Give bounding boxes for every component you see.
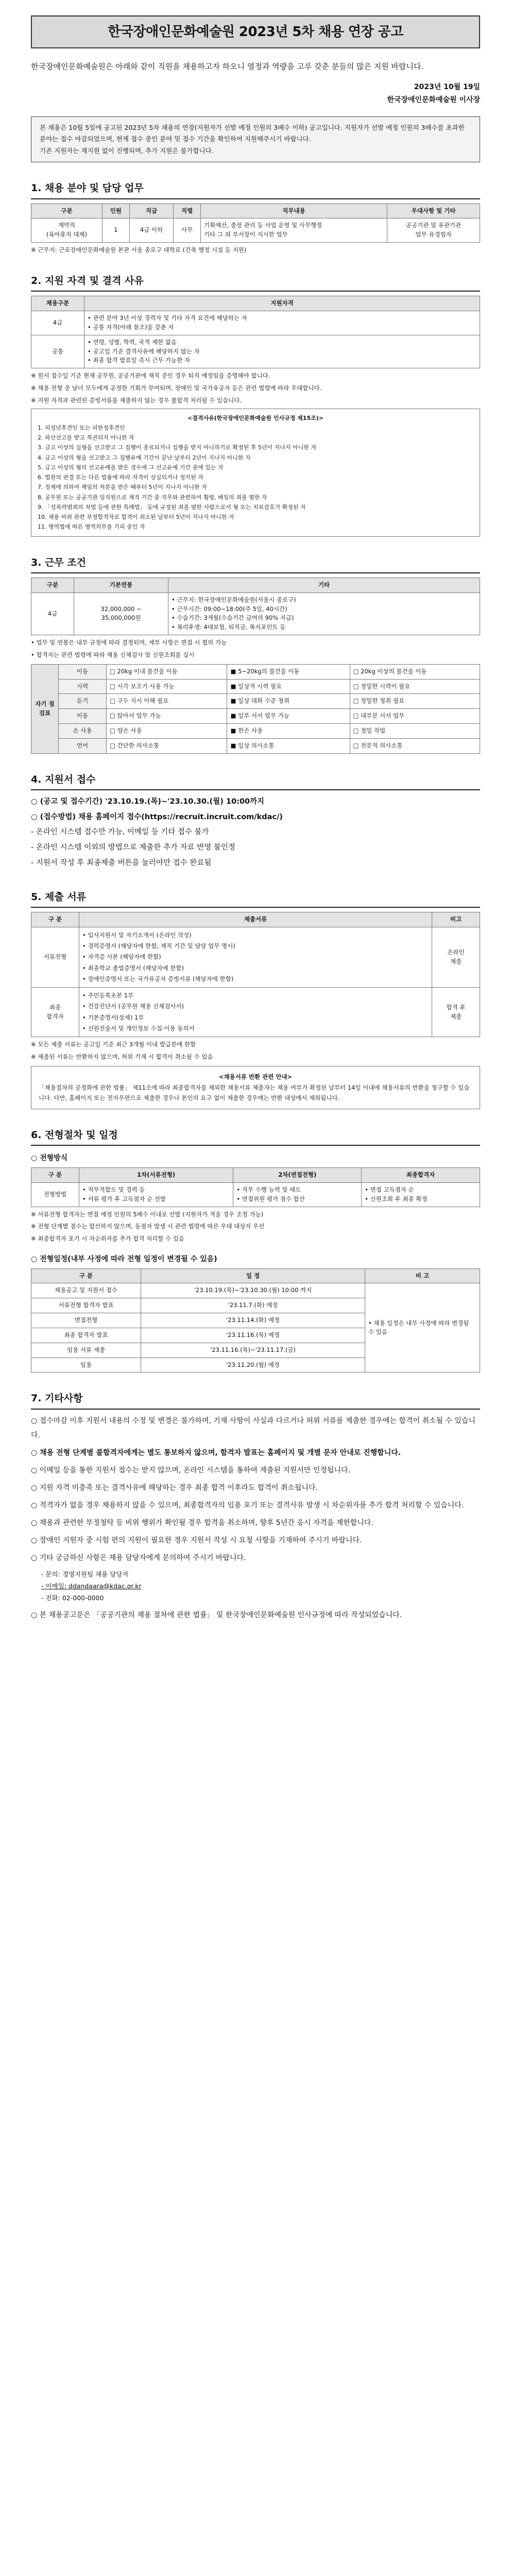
table-cell: • 직무 수행 능력 및 태도 • 면접위원 평가 점수 합산 xyxy=(233,1182,362,1207)
table-cell: 4급 xyxy=(31,311,84,335)
date-org-block xyxy=(31,81,480,107)
table-header: 구 분 xyxy=(31,1268,141,1283)
list-item: - 지원서 작성 후 최종제출 버튼을 눌러야만 접수 완료됨 xyxy=(31,858,212,867)
section-heading-qualifications: 2. 지원 자격 및 결격 사유 xyxy=(31,274,480,292)
section-note: ※ 최종합격자 포기 시 차순위자를 추가 합격 처리할 수 있음 xyxy=(31,1235,185,1243)
table-header-row xyxy=(31,912,480,927)
list-item: ○ 기타 궁금하신 사항은 채용 담당자에게 문의하여 주시기 바랍니다. xyxy=(31,1553,246,1562)
list-item: - 온라인 시스템 접수만 가능, 이메일 등 기타 접수 불가 xyxy=(31,828,209,837)
section-note: • 합격자는 관련 법령에 따라 채용 신체검사 및 신원조회를 실시 xyxy=(31,651,195,658)
table-header-row xyxy=(31,1168,480,1183)
application-list xyxy=(31,794,480,871)
documents-section xyxy=(31,912,480,1109)
disqualification-item: 8. 공무원 또는 공공기관 임직원으로 재직 기간 중 직무와 관련하여 횡령, 배임의 죄를 범한 자 xyxy=(38,494,267,501)
section-heading-application: 4. 지원서 접수 xyxy=(31,772,480,790)
section-note: • 업무 및 연봉은 내부 규정에 따라 결정되며, 세부 사항은 면접 시 협의 가능 xyxy=(31,639,227,647)
notice-line: 본 채용은 10월 5일에 공고된 2023년 5차 채용의 연장(지원자가 선발 예정 인원의 3배수 이하) 공고입니다. 지원자가 선발 예정 인원의 3배수를 초과한 분야는 접수 마감되었으며, 현재 접수 중인 분야 및 접수 기간을 확인하여 지원해주시기 바랍니다. xyxy=(40,123,465,143)
page-title: 한국장애인문화예술원 2023년 5차 채용 연장 공고 xyxy=(31,15,480,48)
table-row xyxy=(31,738,480,753)
table-cell: 이동 xyxy=(59,709,107,724)
section-note: ※ 지원 자격과 관련된 증빙서류를 제출하지 않는 경우 불합격 처리될 수 있습니다. xyxy=(31,396,242,404)
table-cell: 서류전형 합격자 발표 xyxy=(31,1298,141,1313)
table-cell: □ 시각 보조기 사용 가능 xyxy=(107,679,227,694)
table-row xyxy=(31,694,480,709)
section-note: ※ 모든 제출 서류는 공고일 기준 최근 3개월 이내 발급분에 한함 xyxy=(31,1041,196,1048)
table-cell: 듣기 xyxy=(59,694,107,709)
document-return-text: 「채용절차의 공정화에 관한 법률」 제11조에 따라 최종합격자를 제외한 채용서류 제출자는 채용 여부가 확정된 날부터 14일 이내에 채용서류의 반환을 청구할 수 있습니다. 다만, 홈페이지 또는 전자우편으로 제출한 경우나 본인의 요구 없이 제출한 경우에는 반환 대상에서 제외됩니다. xyxy=(39,1083,470,1102)
table-header: 구 분 xyxy=(31,1168,79,1183)
table-row xyxy=(31,927,480,987)
table-cell: • 면접 고득점자 순 • 신원조회 후 최종 확정 xyxy=(362,1182,480,1207)
table-header: 인원 xyxy=(102,204,129,218)
disqualification-item: 10. 채용 비위 관련 부정합격자로 합격이 취소된 날부터 5년이 지나지 아니한 자 xyxy=(38,514,234,521)
list-item: ○ (공고 및 접수기간) '23.10.19.(목)~'23.10.30.(월) 10:00까지 xyxy=(31,798,265,806)
disqualification-box xyxy=(31,409,480,537)
table-header: 최종합격자 xyxy=(362,1168,480,1183)
table-cell: 32,000,000 ~ 35,000,000원 xyxy=(74,592,168,635)
table-cell: □ 20kg 이내 물건을 이동 xyxy=(107,664,227,679)
table-cell: □ 정밀한 청취 필요 xyxy=(350,694,480,709)
disqualification-item: 11. 병역법에 따른 병역의무를 기피 중인 자 xyxy=(38,523,145,531)
documents-table xyxy=(31,912,480,1037)
table-row xyxy=(31,679,480,694)
table-header: 일 정 xyxy=(141,1268,365,1283)
process-section xyxy=(31,1153,480,1372)
table-header: 채용구분 xyxy=(31,296,84,311)
table-cell: • 관련 분야 3년 이상 경력자 및 기타 자격 요건에 해당하는 자 • 공통 자격(아래 참조)을 갖춘 자 xyxy=(84,311,480,335)
section-heading-positions: 1. 채용 분야 및 담당 업무 xyxy=(31,181,480,199)
table-header: 비 고 xyxy=(365,1268,480,1283)
table-header: 기타 xyxy=(168,578,480,593)
contact-item: - 문의: 경영지원팀 채용 담당자 xyxy=(41,1570,129,1578)
disqualification-item: 9. 「성폭력범죄의 처벌 등에 관한 특례법」 등에 규정된 죄를 범한 사람으로서 형 또는 치료감호가 확정된 자 xyxy=(38,503,306,511)
table-header: 구 분 xyxy=(31,912,79,927)
table-row xyxy=(31,664,480,679)
disqualification-item: 4. 금고 이상의 형을 선고받고 그 집행유예 기간이 끝난 날부터 2년이 지나지 아니한 자 xyxy=(38,454,251,461)
list-item: ○ 접수마감 이후 지원서 내용의 수정 및 변경은 불가하며, 기재 사항이 사실과 다르거나 허위 서류를 제출한 경우에는 합격이 취소될 수 있습니다. xyxy=(31,1416,476,1439)
list-item: ○ 장애인 지원자 중 시험 편의 지원이 필요한 경우 지원서 작성 시 요청 사항을 기재하여 주시기 바랍니다. xyxy=(31,1536,362,1545)
table-cell: ■ 일상적 시력 필요 xyxy=(227,679,350,694)
table-cell: 면접전형 xyxy=(31,1313,141,1328)
table-cell: 공통 xyxy=(31,335,84,368)
self-checklist-table xyxy=(31,664,480,754)
section-note: ※ 근무지: 근로장애인문화예술원 본관 서울 종로구 대학로 (건축 행정 시설 등 지원) xyxy=(31,246,247,254)
section-heading-process: 6. 전형절차 및 일정 xyxy=(31,1128,480,1146)
table-cell: 4급 xyxy=(31,592,74,635)
table-cell: ■ 5~20kg의 물건을 이동 xyxy=(227,664,350,679)
contact-email-link[interactable]: - 이메일: ddandaara@kdac.or.kr xyxy=(41,1582,142,1590)
table-cell: 1 xyxy=(102,218,129,243)
table-cell: • 직무적합도 및 경력 등 • 서류 평가 후 고득점자 순 선발 xyxy=(79,1182,233,1207)
table-cell: 온라인 제출 xyxy=(432,927,480,987)
list-item: ○ 본 채용공고문은 「공공기관의 채용 절차에 관한 법률」 및 한국장애인문화예술원 인사규정에 따라 작성되었습니다. xyxy=(31,1611,402,1620)
disqualification-item: 6. 법원의 판결 또는 다른 법률에 따라 자격이 상실되거나 정지된 자 xyxy=(38,474,203,481)
conditions-section xyxy=(31,578,480,754)
list-item: ○ 이메일 등을 통한 지원서 접수는 받지 않으며, 온라인 시스템을 통하여 제출된 지원서만 인정됩니다. xyxy=(31,1466,350,1475)
table-cell: • 입사지원서 및 자기소개서 (온라인 작성) • 경력증명서 (해당자에 한함, 재직 기간 및 담당 업무 명시) • 자격증 사본 (해당자에 한함) • 최종학교 졸업증명서 (해당자에 한함) • 장애인증명서 또는 국가유공자 증빙서류 (해당자에 한함) xyxy=(79,927,432,987)
document-return-title: <채용서류 반환 관련 안내> xyxy=(218,1073,293,1080)
section-heading-conditions: 3. 근무 조건 xyxy=(31,555,480,573)
process-table xyxy=(31,1167,480,1207)
table-header: 직급 xyxy=(129,204,174,218)
table-row xyxy=(31,988,480,1037)
table-cell: □ 정밀한 시력이 필요 xyxy=(350,679,480,694)
section-note: ※ 채용 전형 중 남녀 모두에게 공정한 기회가 부여되며, 장애인 및 국가유공자 등은 관련 법령에 따라 우대합니다. xyxy=(31,384,322,392)
list-item: - 온라인 시스템 이외의 방법으로 제출한 추가 자료 반영 불인정 xyxy=(31,843,235,852)
table-header: 직무내용 xyxy=(200,204,387,218)
table-cell: • 연령, 성별, 학력, 국적 제한 없음 • 공고일 기준 결격사유에 해당하지 않는 자 • 최종 합격 발표일 즉시 근무 가능한 자 xyxy=(84,335,480,368)
issuing-org: 한국장애인문화예술원 이사장 xyxy=(387,96,480,105)
table-cell: 사무 xyxy=(174,218,201,243)
table-row xyxy=(31,311,480,335)
section-heading-other: 7. 기타사항 xyxy=(31,1391,480,1409)
intro-text: 한국장애인문화예술원은 아래와 같이 직원을 채용하고자 하오니 열정과 역량을 고루 갖춘 분들의 많은 지원 바랍니다. xyxy=(31,62,424,72)
table-cell: 이동 xyxy=(59,664,107,679)
table-cell: 언어 xyxy=(59,738,107,753)
positions-table xyxy=(31,204,480,243)
list-item: ○ 채용 전형 단계별 불합격자에게는 별도 통보하지 않으며, 합격자 발표는 홈페이지 및 개별 문자 안내로 진행합니다. xyxy=(31,1448,401,1457)
table-header-row xyxy=(31,578,480,593)
list-item: ○ 적격자가 없을 경우 채용하지 않을 수 있으며, 최종합격자의 임용 포기 또는 결격사유 발생 시 차순위자를 추가 합격 처리할 수 있습니다. xyxy=(31,1501,464,1510)
checklist-title: 자기 점검표 xyxy=(31,664,59,753)
conditions-table xyxy=(31,578,480,635)
table-cell: ■ 일부 서서 업무 가능 xyxy=(227,709,350,724)
table-header: 우대사항 및 기타 xyxy=(387,204,480,218)
table-cell: □ 간단한 의사소통 xyxy=(107,738,227,753)
table-cell: □ 앉아서 업무 가능 xyxy=(107,709,227,724)
table-header-row xyxy=(31,296,480,311)
closing-list xyxy=(31,1608,480,1622)
notice-date: 2023년 10월 19일 xyxy=(414,83,480,92)
extension-notice-box xyxy=(31,116,480,163)
table-row xyxy=(31,1182,480,1207)
schedule-table xyxy=(31,1268,480,1373)
qualifications-table xyxy=(31,296,480,368)
subsection-title: ○ 전형방식 xyxy=(31,1154,68,1163)
table-row xyxy=(31,592,480,635)
table-cell: ■ 일상 대화 수준 청취 xyxy=(227,694,350,709)
table-cell: '23.10.19.(목)~'23.10.30.(월) 10:00 까지 xyxy=(141,1283,365,1298)
table-cell: 채용공고 및 지원서 접수 xyxy=(31,1283,141,1298)
section-note: ※ 제출된 서류는 반환하지 않으며, 허위 기재 시 합격이 취소될 수 있음 xyxy=(31,1053,213,1061)
section-heading-documents: 5. 제출 서류 xyxy=(31,890,480,908)
table-cell: □ 대부분 서서 업무 xyxy=(350,709,480,724)
table-header: 제출서류 xyxy=(79,912,432,927)
table-header: 구분 xyxy=(31,578,74,593)
contact-item: - 전화: 02-000-0000 xyxy=(41,1594,104,1602)
table-row xyxy=(31,335,480,368)
table-cell: • 주민등록초본 1부 • 건강진단서 (공무원 채용 신체검사서) • 기본증명서(상세) 1부 • 신원진술서 및 개인정보 수집·이용 동의서 xyxy=(79,988,432,1037)
table-header: 2차(면접전형) xyxy=(233,1168,362,1183)
table-cell: □ 20kg 이상의 물건을 이동 xyxy=(350,664,480,679)
positions-section xyxy=(31,204,480,255)
table-cell: 계약직 (육아휴직 대체) xyxy=(31,218,103,243)
table-header: 비고 xyxy=(432,912,480,927)
table-header: 기본연봉 xyxy=(74,578,168,593)
table-cell: 손 사용 xyxy=(59,723,107,738)
contact-list xyxy=(41,1568,480,1604)
table-cell: ■ 일상 의사소통 xyxy=(227,738,350,753)
table-cell: 기획예산, 출장 관리 등 사업 운영 및 사무행정 기타 그 외 부서장이 지시한 업무 xyxy=(200,218,387,243)
table-cell: 최종 합격자 발표 xyxy=(31,1328,141,1343)
table-cell: 시력 xyxy=(59,679,107,694)
table-cell: □ 구두 지시 이해 필요 xyxy=(107,694,227,709)
other-section xyxy=(31,1414,480,1622)
document-return-box xyxy=(31,1066,480,1109)
table-header: 구분 xyxy=(31,204,103,218)
table-header: 1차(서류전형) xyxy=(79,1168,233,1183)
table-cell: '23.11.7.(화) 예정 xyxy=(141,1298,365,1313)
section-note: ※ 서류전형 합격자는 면접 예정 인원의 5배수 이내로 선발 (지원자가 적을 경우 조정 가능) xyxy=(31,1210,264,1218)
table-cell: 최종 합격자 xyxy=(31,988,79,1037)
disqualification-item: 3. 금고 이상의 실형을 선고받고 그 집행이 종료되거나 집행을 받지 아니하기로 확정된 후 5년이 지나지 아니한 자 xyxy=(38,444,316,451)
disqualification-item: 2. 파산선고를 받고 복권되지 아니한 자 xyxy=(38,434,134,442)
section-note: ※ 원서 접수일 기준 현재 공무원, 공공기관에 재직 중인 경우 퇴직 예정임을 증명해야 합니다. xyxy=(31,372,270,380)
disqualification-item: 1. 피성년후견인 또는 피한정후견인 xyxy=(38,424,125,431)
table-cell: • 근무지: 한국장애인문화예술원(서울시 종로구) • 근무시간: 09:00~18:00(주 5일, 40시간) • 수습기간: 3개월(수습기간 급여의 90% 지급) • 복리후생: 4대보험, 퇴직금, 복지포인트 등 xyxy=(168,592,480,635)
list-item: ○ 채용과 관련한 부정청탁 등 비위 행위가 확인될 경우 합격을 취소하며, 향후 5년간 응시 자격을 제한합니다. xyxy=(31,1518,373,1527)
table-row xyxy=(31,218,480,243)
table-header-row xyxy=(31,204,480,218)
table-cell: 4급 이하 xyxy=(129,218,174,243)
table-cell: 임용 xyxy=(31,1358,141,1372)
table-cell: ■ 한손 사용 xyxy=(227,723,350,738)
table-cell: '23.11.14.(화) 예정 xyxy=(141,1313,365,1328)
table-header: 직렬 xyxy=(174,204,201,218)
table-cell: 임용 서류 제출 xyxy=(31,1343,141,1358)
table-cell: □ 정밀 작업 xyxy=(350,723,480,738)
section-note: ※ 전형 단계별 점수는 합산하지 않으며, 동점자 발생 시 관련 법령에 따른 우대 대상자 우선 xyxy=(31,1223,265,1230)
table-cell: □ 전문적 의사소통 xyxy=(350,738,480,753)
application-section xyxy=(31,794,480,871)
table-row xyxy=(31,1283,480,1298)
table-row xyxy=(31,723,480,738)
table-cell: '23.11.16.(목) 예정 xyxy=(141,1328,365,1343)
disqualification-title: <결격사유(한국장애인문화예술원 인사규정 제15조)> xyxy=(188,414,323,421)
table-cell: 합격 후 제출 xyxy=(432,988,480,1037)
table-cell: • 채용 일정은 내부 사정에 따라 변경될 수 있음 xyxy=(365,1283,480,1372)
table-row xyxy=(31,709,480,724)
table-cell: □ 양손 사용 xyxy=(107,723,227,738)
list-item: ○ 지원 자격 미충족 또는 결격사유에 해당하는 경우 최종 합격 이후라도 합격이 취소됩니다. xyxy=(31,1483,318,1492)
table-cell: '23.11.20.(월) 예정 xyxy=(141,1358,365,1372)
table-cell: 전형방법 xyxy=(31,1182,79,1207)
other-list xyxy=(31,1414,480,1565)
qualifications-section xyxy=(31,296,480,536)
table-cell: 공공기관 및 유관기관 업무 유경험자 xyxy=(387,218,480,243)
table-cell: '23.11.16.(목)~'23.11.17.(금) xyxy=(141,1343,365,1358)
table-header-row xyxy=(31,1268,480,1283)
table-header: 지원자격 xyxy=(84,296,480,311)
disqualification-item: 5. 금고 이상의 형의 선고유예를 받은 경우에 그 선고유예 기간 중에 있는 자 xyxy=(38,464,224,471)
table-cell: 서류전형 xyxy=(31,927,79,987)
list-item: ○ (접수방법) 채용 홈페이지 접수(https://recruit.incruit.com/kdac/) xyxy=(31,812,283,821)
disqualification-item: 7. 징계에 의하여 해임의 처분을 받은 때부터 5년이 지나지 아니한 자 xyxy=(38,484,207,491)
notice-line: 기존 지원자는 재지원 없이 진행되며, 추가 지원은 불가합니다. xyxy=(40,146,214,155)
subsection-title: ○ 전형일정(내부 사정에 따라 전형 일정이 변경될 수 있음) xyxy=(31,1255,217,1263)
